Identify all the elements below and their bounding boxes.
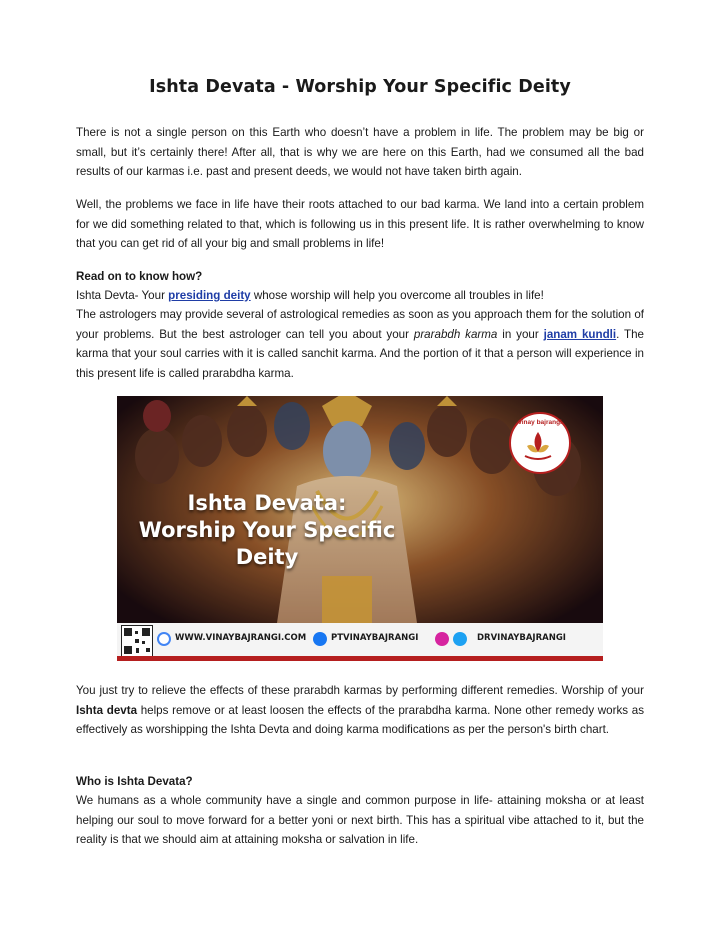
banner-title-line: Worship Your Specific <box>138 518 396 542</box>
article-banner-image <box>117 396 603 661</box>
emphasis-prarabdh-karma: prarabdh karma <box>413 327 498 341</box>
paragraph-intro: There is not a single person on this Earth who doesn’t have a problem in life. The problem may be big or small, but it’s certainly there! After all, that is why we are here on this Earth, had we consumed all the bad results of our karmas i.e. past and present deeds, we would not have taken birth again. <box>76 126 644 179</box>
twitter-icon <box>453 632 467 646</box>
paragraph-remedies <box>76 681 644 740</box>
social-handle: DRVINAYBAJRANGI <box>477 633 566 643</box>
facebook-icon <box>313 632 327 646</box>
bold-ishta-devta: Ishta devta <box>76 703 138 717</box>
logo-text: vinay bajrangi <box>518 419 562 426</box>
text-span: The astrologers may provide several of astrological remedies as soon as you approach them for the solution of your problems. But the best astrologer can tell you about your <box>76 308 644 341</box>
google-icon <box>157 632 171 646</box>
heading-who-is-ishta-devata: Who is Ishta Devata? <box>76 775 193 788</box>
text-span: in your <box>497 327 544 341</box>
presiding-deity-link[interactable]: presiding deity <box>168 289 251 302</box>
vinay-bajrangi-logo <box>509 412 571 474</box>
text-span: You just try to relieve the effects of these prarabdh karmas by performing different remedies. Worship of your <box>76 684 644 697</box>
banner-title-line: Deity <box>235 545 299 569</box>
paragraph-moksha: We humans as a whole community have a single and common purpose in life- attaining moksha or at least helping our soul to move forward for a better yoni or next birth. This has a spiritual vibe attached to it, but the reality is that we should aim at attaining moksha or salvation in life. <box>76 794 644 847</box>
janam-kundli-link[interactable]: janam kundli <box>543 327 617 341</box>
text-span: Ishta Devta- Your <box>76 289 169 302</box>
paragraph-astrologers <box>76 305 644 383</box>
text-span: whose worship will help you overcome all troubles in life! <box>250 289 544 302</box>
banner-title <box>117 490 417 571</box>
page-title: Ishta Devata - Worship Your Specific Deity <box>149 77 571 97</box>
banner-footer <box>117 623 603 661</box>
website-text: WWW.VINAYBAJRANGI.COM <box>175 633 307 643</box>
facebook-handle: PTVINAYBAJRANGI <box>331 633 419 643</box>
paragraph-ishta-devta <box>76 286 644 306</box>
text-span: helps remove or at least loosen the effects of the prarabdha karma. None other remedy works as effectively as worshipping the Ishta Devta and doing karma modifications as per the person's birth chart. <box>76 703 644 737</box>
paragraph-problems: Well, the problems we face in life have their roots attached to our bad karma. We land into a certain problem for we did something related to that, which is following us in this present life. It is rather overwhelming to know that you can get rid of all your big and small problems in life! <box>76 198 644 251</box>
text-span: . The karma that your soul carries with it is called sanchit karma. And the portion of it that a person will experience in this present life is called prarabdha karma. <box>76 327 644 380</box>
footer-red-stripe <box>117 656 603 661</box>
lotus-icon <box>509 412 567 470</box>
qr-code-icon <box>121 625 153 657</box>
banner-title-line: Ishta Devata: <box>187 491 347 515</box>
instagram-icon <box>435 632 449 646</box>
heading-read-on: Read on to know how? <box>76 270 203 283</box>
